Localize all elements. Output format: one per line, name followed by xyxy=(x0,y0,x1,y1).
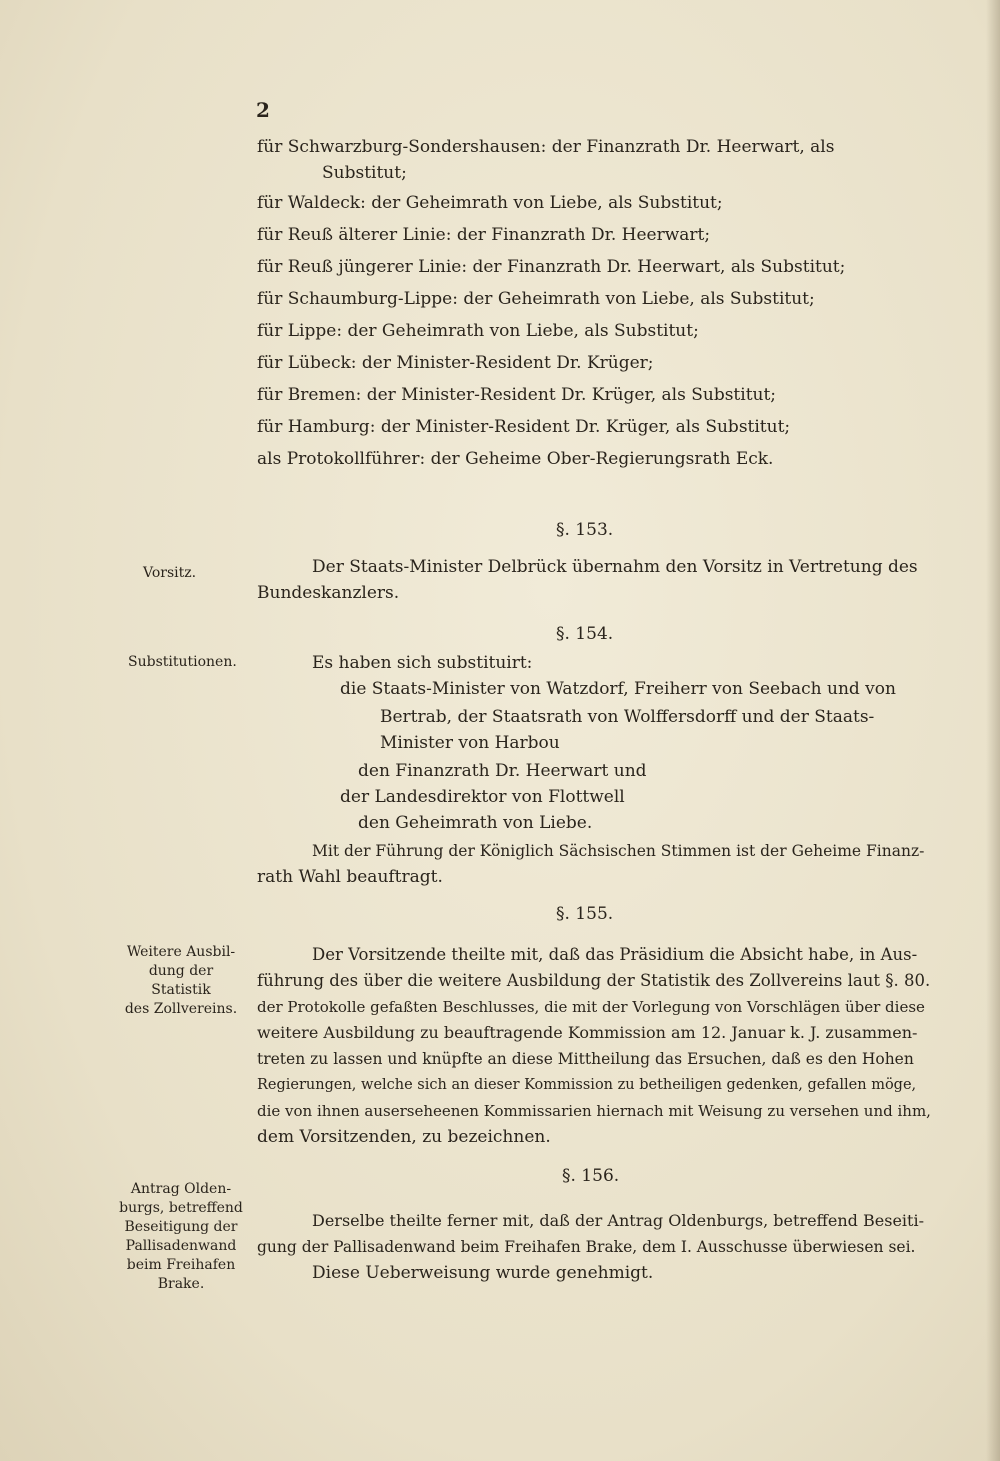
margin-note-line: beim Freihafen xyxy=(126,1257,236,1273)
margin-note-line: Pallisadenwand xyxy=(125,1238,237,1254)
margin-note: Vorsitz. xyxy=(143,565,197,581)
text-line: Regierungen, welche sich an dieser Kommission zu betheiligen gedenken, gefallen möge, xyxy=(257,1077,917,1093)
text-line: den Geheimrath von Liebe. xyxy=(358,813,593,833)
text-line: für Hamburg: der Minister-Resident Dr. Krüger, als Substitut; xyxy=(257,417,791,437)
margin-note: Substitutionen. xyxy=(128,654,237,670)
text-line: Derselbe theilte ferner mit, daß der Antrag Oldenburgs, betreffend Beseiti- xyxy=(312,1211,924,1230)
text-line: für Lübeck: der Minister-Resident Dr. Krüger; xyxy=(257,353,654,373)
text-line: dem Vorsitzenden, zu bezeichnen. xyxy=(257,1127,551,1147)
text-line: gung der Pallisadenwand beim Freihafen Brake, dem I. Ausschusse überwiesen sei. xyxy=(257,1238,916,1256)
text-line: Minister von Harbou xyxy=(380,733,560,753)
text-line: Der Staats-Minister Delbrück übernahm den Vorsitz in Vertretung des xyxy=(312,557,918,577)
text-line: den Finanzrath Dr. Heerwart und xyxy=(358,761,647,781)
page-edge-shadow xyxy=(986,0,1000,1461)
text-line: Es haben sich substituirt: xyxy=(312,653,533,673)
text-line: für Reuß jüngerer Linie: der Finanzrath Dr. Heerwart, als Substitut; xyxy=(257,257,846,277)
text-line: für Lippe: der Geheimrath von Liebe, als Substitut; xyxy=(257,321,699,341)
margin-note-line: Antrag Olden- xyxy=(130,1181,232,1197)
margin-note-line: dung der Statistik xyxy=(148,963,214,998)
margin-note-line: burgs, betreffend xyxy=(119,1200,243,1216)
text-line: für Schaumburg-Lippe: der Geheimrath von Liebe, als Substitut; xyxy=(257,289,815,309)
text-line: Mit der Führung der Königlich Sächsischen Stimmen ist der Geheime Finanz- xyxy=(312,842,925,860)
margin-note-line: Beseitigung der xyxy=(124,1219,238,1235)
text-line: treten zu lassen und knüpfte an diese Mittheilung das Ersuchen, daß es den Hohen xyxy=(257,1050,914,1068)
page-number: 2 xyxy=(256,98,270,122)
text-line: Bundeskanzlers. xyxy=(257,583,400,603)
text-line: Diese Ueberweisung wurde genehmigt. xyxy=(312,1263,654,1283)
text-line: Bertrab, der Staatsrath von Wolffersdorff und der Staats- xyxy=(380,707,875,727)
text-line: führung des über die weitere Ausbildung der Statistik des Zollvereins laut §. 80. xyxy=(257,971,931,990)
text-line: Substitut; xyxy=(322,163,407,183)
margin-note-line: Weitere Ausbil- xyxy=(126,944,236,960)
text-line: für Waldeck: der Geheimrath von Liebe, als Substitut; xyxy=(257,193,723,213)
text-line: als Protokollführer: der Geheime Ober-Regierungsrath Eck. xyxy=(257,449,774,469)
section-heading: §. 156. xyxy=(562,1166,620,1186)
margin-note-line: des Zollvereins. xyxy=(124,1001,238,1017)
margin-note xyxy=(118,1180,244,1294)
text-line: rath Wahl beauftragt. xyxy=(257,867,443,887)
section-heading: §. 154. xyxy=(556,624,614,644)
text-line: für Schwarzburg-Sondershausen: der Finanzrath Dr. Heerwart, als xyxy=(257,137,835,157)
text-line: die Staats-Minister von Watzdorf, Freiherr von Seebach und von xyxy=(340,679,896,699)
text-line: der Protokolle gefaßten Beschlusses, die mit der Vorlegung von Vorschlägen über diese xyxy=(257,998,925,1016)
text-line: für Reuß älterer Linie: der Finanzrath Dr. Heerwart; xyxy=(257,225,711,245)
text-line: die von ihnen auserseheenen Kommissarien hiernach mit Weisung zu versehen und ihm, xyxy=(257,1102,931,1120)
section-heading: §. 155. xyxy=(556,904,614,924)
text-line: weitere Ausbildung zu beauftragende Kommission am 12. Januar k. J. zusammen- xyxy=(257,1023,918,1042)
text-line: der Landesdirektor von Flottwell xyxy=(340,787,625,807)
section-heading: §. 153. xyxy=(556,520,614,540)
margin-note xyxy=(118,943,244,1019)
text-line: für Bremen: der Minister-Resident Dr. Krüger, als Substitut; xyxy=(257,385,777,405)
margin-note-line: Brake. xyxy=(157,1276,205,1292)
text-line: Der Vorsitzende theilte mit, daß das Präsidium die Absicht habe, in Aus- xyxy=(312,945,918,964)
